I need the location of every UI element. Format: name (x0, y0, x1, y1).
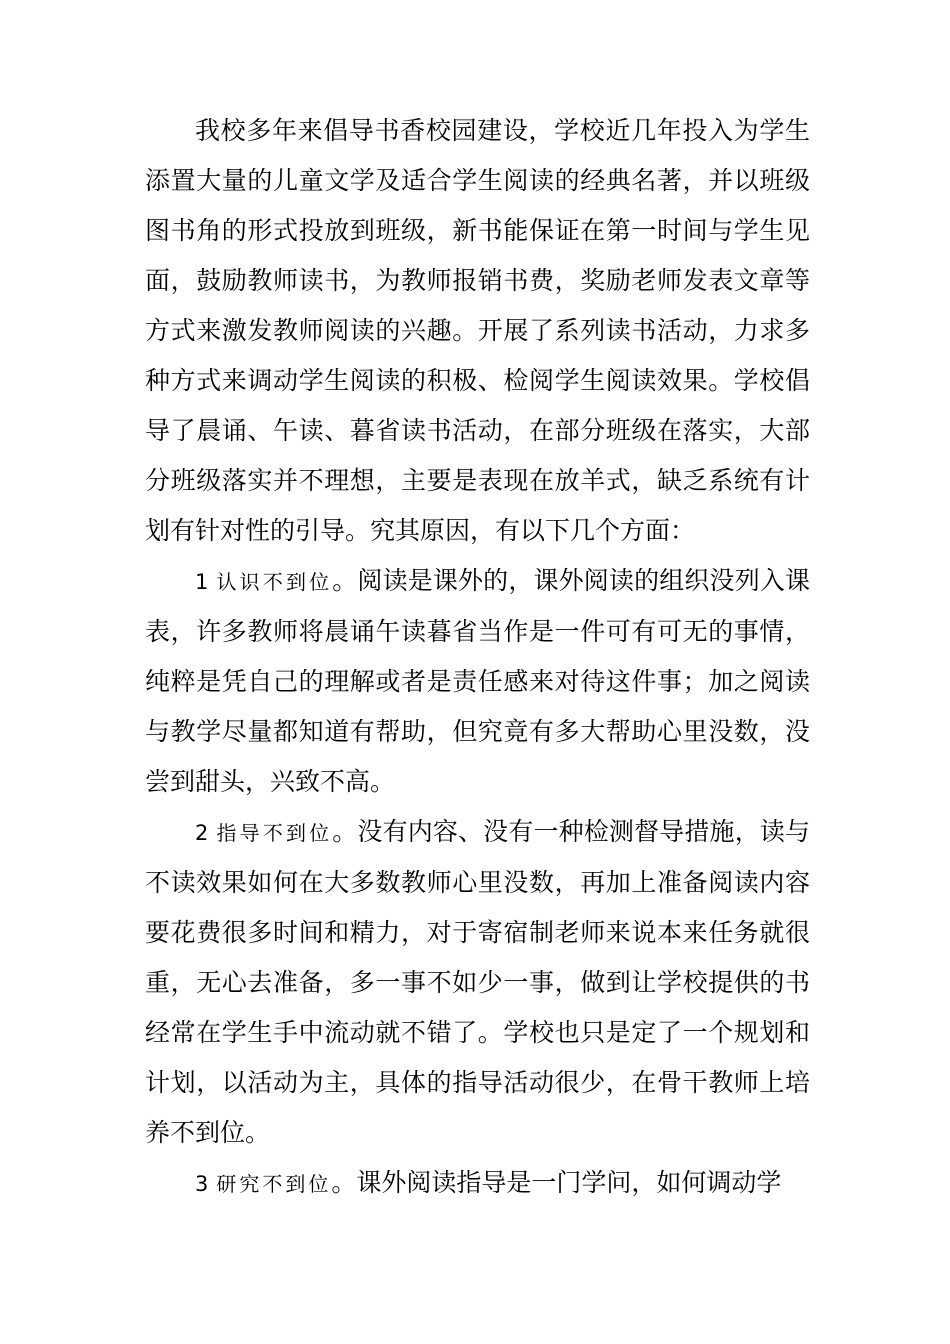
point-1-text: 。阅读是课外的，课外阅读的组织没列入课表，许多教师将晨诵午读暮省当作是一件可有可无的事情，纯粹是凭自己的理解或者是责任感来对待这件事；加之阅读与教学尽量都知道有帮助，但究竟有多大帮助心里没数，没尝到甜头，兴致不高。 (145, 566, 810, 796)
point-2-paragraph (145, 807, 810, 1158)
point-3-label: 研究不到位 (216, 1172, 332, 1196)
point-3-number: 3 (195, 1172, 209, 1196)
intro-paragraph-text: 我校多年来倡导书香校园建设，学校近几年投入为学生添置大量的儿童文学及适合学生阅读的经典名著，并以班级图书角的形式投放到班级，新书能保证在第一时间与学生见面，鼓励教师读书，为教师报销书费，奖励老师发表文章等方式来激发教师阅读的兴趣。开展了系列读书活动，力求多种方式来调动学生阅读的积极、检阅学生阅读效果。学校倡导了晨诵、午读、暮省读书活动，在部分班级在落实，大部分班级落实并不理想，主要是表现在放羊式，缺乏系统有计划有针对性的引导。究其原因，有以下几个方面： (145, 116, 810, 545)
point-3-paragraph (145, 1158, 810, 1209)
point-1-paragraph (145, 556, 810, 807)
point-2-label: 指导不到位 (216, 821, 333, 845)
intro-paragraph (145, 106, 810, 556)
point-1-number: 1 (195, 570, 209, 594)
point-2-text: 。没有内容、没有一种检测督导措施，读与不读效果如何在大多数教师心里没数，再加上准备阅读内容要花费很多时间和精力，对于寄宿制老师来说本来任务就很重，无心去准备，多一事不如少一事，做到让学校提供的书经常在学生手中流动就不错了。学校也只是定了一个规划和计划，以活动为主，具体的指导活动很少，在骨干教师上培养不到位。 (145, 817, 810, 1147)
document-body (145, 106, 810, 1209)
point-1-label: 认识不到位 (216, 570, 333, 594)
point-3-text: 。课外阅读指导是一门学问，如何调动学 (331, 1168, 782, 1197)
point-2-number: 2 (195, 821, 209, 845)
